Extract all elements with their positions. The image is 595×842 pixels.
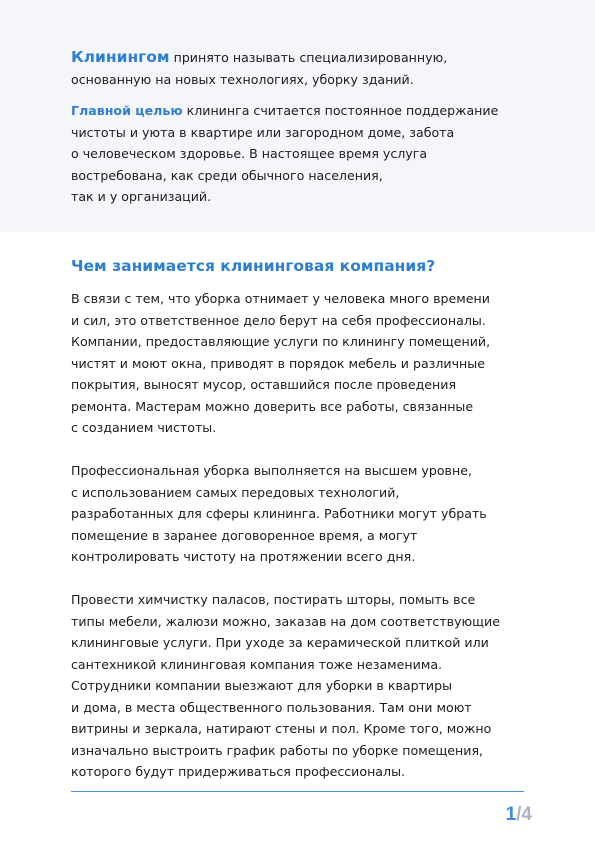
intro-goal-term: Главной целью	[71, 103, 183, 118]
body-line: контролировать чистоту на протяжении всего дня.	[71, 549, 416, 564]
body-line: Сотрудники компании выезжают для уборки в квартиры	[71, 678, 453, 693]
footer-divider	[71, 791, 524, 792]
body-line: и дома, в места общественного пользования. Там они моют	[71, 699, 472, 715]
intro-text-line: клининга считается постоянное поддержание	[182, 103, 499, 118]
body-paragraph-2	[71, 460, 551, 568]
body-line: Компании, предоставляющие услуги по клинингу помещений,	[71, 334, 491, 349]
body-line: с использованием самых передовых технологий,	[71, 484, 400, 500]
intro-paragraph-1	[71, 47, 551, 90]
body-paragraph-1	[71, 288, 551, 439]
body-line: ремонта. Мастерам можно доверить все работы, связанные	[71, 398, 474, 414]
body-line: витрины и зеркала, натирают стены и пол. Кроме того, можно	[71, 721, 492, 736]
body-line: Провести химчистку паласов, постирать шторы, помыть все	[71, 592, 476, 607]
page-separator: /	[516, 804, 522, 825]
main-section	[71, 252, 551, 783]
intro-text-line: так и у организаций.	[71, 189, 212, 204]
body-line: сантехникой клининговая компания тоже незаменима.	[71, 656, 443, 672]
page-current: 1	[505, 804, 517, 825]
body-line: покрытия, выносят мусор, оставшийся после проведения	[71, 377, 457, 392]
intro-term: Клинингом	[71, 48, 170, 66]
body-line: Профессиональная уборка выполняется на высшем уровне,	[71, 463, 472, 478]
body-line: чистят и моют окна, приводят в порядок мебель и различные	[71, 355, 485, 371]
intro-paragraph-2	[71, 100, 551, 208]
section-heading: Чем занимается клининговая компания?	[71, 257, 436, 275]
body-line: разработанных для сферы клининга. Работники могут убрать	[71, 506, 487, 521]
intro-text-line: о человеческом здоровье. В настоящее время услуга	[71, 146, 428, 161]
intro-text-line: чистоты и уюта в квартире или загородном доме, забота	[71, 124, 455, 140]
body-line: помещение в заранее договоренное время, а могут	[71, 527, 418, 543]
body-line: и сил, это ответственное дело берут на себя профессионалы.	[71, 312, 486, 328]
page-number	[506, 804, 532, 826]
intro-content	[71, 47, 551, 208]
intro-text-line: основанную на новых технологиях, уборку зданий.	[71, 71, 414, 87]
intro-panel	[0, 0, 595, 232]
body-line: которого будут придерживаться профессионалы.	[71, 764, 406, 779]
body-paragraph-3	[71, 589, 551, 783]
body-line: типы мебели, жалюзи можно, заказав на дом соответствующие	[71, 613, 500, 629]
body-line: с созданием чистоты.	[71, 420, 217, 435]
intro-text-line: востребована, как среди обычного населения,	[71, 167, 383, 183]
body-line: В связи с тем, что уборка отнимает у человека много времени	[71, 291, 490, 306]
page-total: 4	[521, 804, 532, 825]
body-line: клининговые услуги. При уходе за керамической плиткой или	[71, 635, 489, 650]
body-line: изначально выстроить график работы по уборке помещения,	[71, 742, 484, 758]
intro-text-line: принято называть специализированную,	[169, 50, 448, 65]
